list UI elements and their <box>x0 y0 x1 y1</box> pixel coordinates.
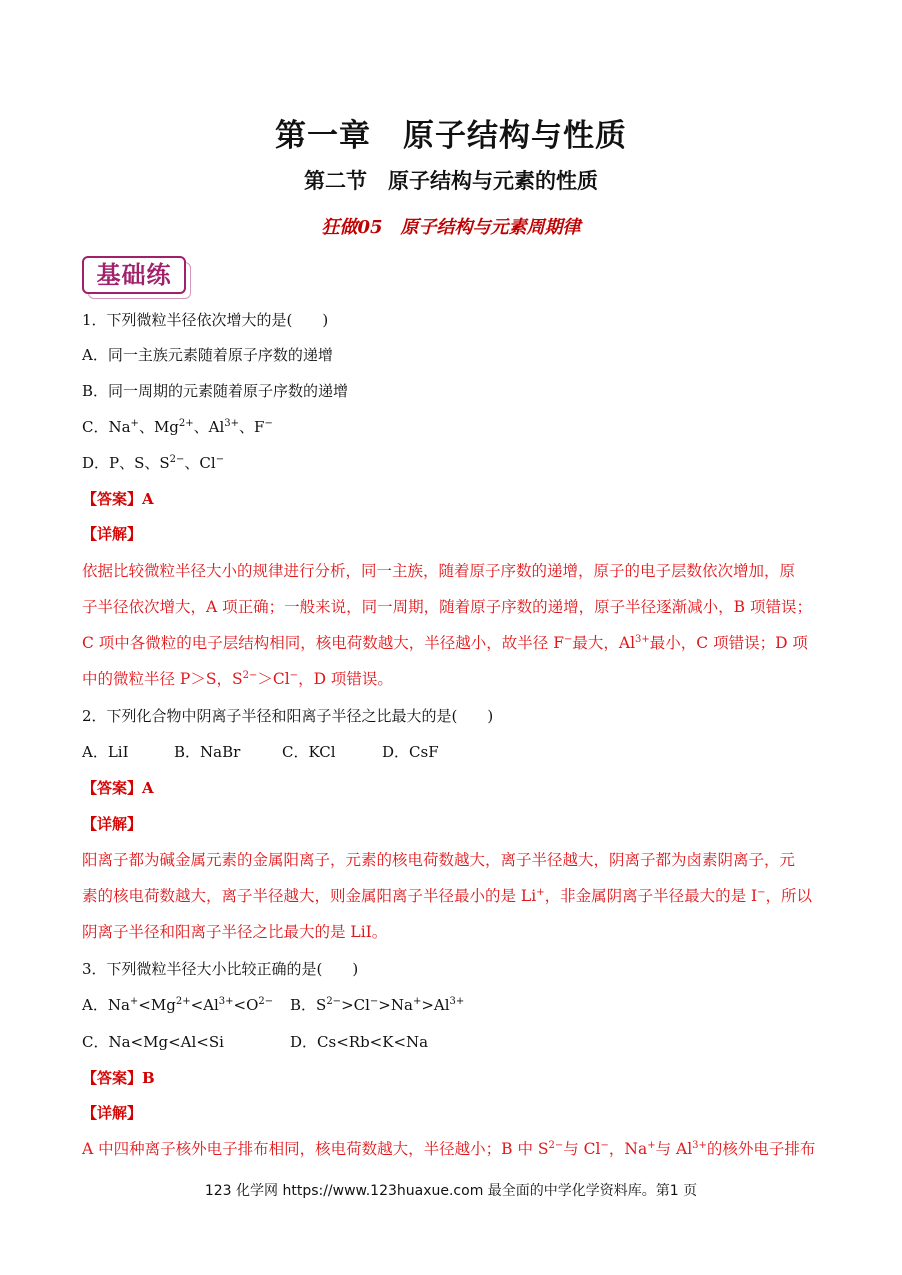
q2-option-c: C．KCl <box>282 743 336 761</box>
q2-answer: 【答案】A <box>82 779 154 797</box>
q1-explain-label: 【详解】 <box>82 525 143 543</box>
q3-options-cd <box>82 1032 428 1052</box>
q1-option-a: A．同一主族元素随着原子序数的递增 <box>82 346 333 364</box>
q3-option-d: D．Cs<Rb<K<Na <box>290 1033 429 1051</box>
q3-answer: 【答案】B <box>82 1069 155 1087</box>
q1-explanation <box>82 553 822 697</box>
q3-option-a: A．$Na^+<Mg^{2+}<Al^{3+}<O^{2-}$ <box>82 996 274 1014</box>
exercise-title: 狂做05 原子结构与元素周期律 <box>321 217 581 238</box>
q2-explain-label: 【详解】 <box>82 815 143 833</box>
q2-option-a: A．LiI <box>82 743 129 761</box>
basic-practice-badge: 基础练 <box>82 256 186 294</box>
q2-stem: 2．下列化合物中阴离子半径和阳离子半径之比最大的是( ) <box>82 707 494 725</box>
q2-option-b: B．NaBr <box>174 743 241 761</box>
q2-explain-line-1: 阳离子都为碱金属元素的金属阳离子，元素的核电荷数越大，离子半径越大，阴离子都为卤素阴离子，元 <box>82 851 796 869</box>
chapter-title: 第一章 原子结构与性质 <box>275 118 627 154</box>
q2-option-d: D．CsF <box>382 743 439 761</box>
q2-explanation <box>82 842 822 950</box>
q1-answer: 【答案】A <box>82 490 154 508</box>
q1-option-b: B．同一周期的元素随着原子序数的递增 <box>82 382 349 400</box>
q1-explain-line-3: C 项中各微粒的电子层结构相同，核电荷数越大，半径越小，故半径 F−最大，$Al^{3+}$最小，C 项错误；D 项 <box>82 634 808 652</box>
q1-stem: 1．下列微粒半径依次增大的是( ) <box>82 311 329 329</box>
q1-explain-line-4: 中的微粒半径 P＞S，$S^{2-}>Cl^-$，D 项错误。 <box>82 670 393 688</box>
q3-explanation <box>82 1131 822 1167</box>
q3-option-c: C．Na<Mg<Al<Si <box>82 1033 224 1051</box>
q3-explain-label: 【详解】 <box>82 1104 143 1122</box>
q3-options-ab <box>82 995 464 1015</box>
q1-explain-line-2: 子半径依次增大，A 项正确；一般来说，同一周期，随着原子序数的递增，原子半径逐渐减小，B 项错误； <box>82 598 812 616</box>
q1-explain-line-1: 依据比较微粒半径大小的规律进行分析，同一主族，随着原子序数的递增，原子的电子层数依次增加，原 <box>82 562 796 580</box>
section-title: 第二节 原子结构与元素的性质 <box>304 168 598 193</box>
q2-explain-line-2: 素的核电荷数越大，离子半径越大，则金属阳离子半径最小的是 Li+，非金属阴离子半径最大的是 I−，所以 <box>82 887 813 905</box>
q3-stem: 3．下列微粒半径大小比较正确的是( ) <box>82 960 359 978</box>
q2-options <box>82 742 439 762</box>
page-footer: 123 化学网 https://www.123huaxue.com 最全面的中学化学资料库。第1 页 <box>204 1183 698 1199</box>
q3-explain-line-1: A 中四种离子核外电子排布相同，核电荷数越大，半径越小；B 中 $S^{2-}$与 Cl−，Na+与 $Al^{3+}$的核外电子排布 <box>82 1140 816 1158</box>
q1-option-d: D．P、S、$S^{2-}$、Cl− <box>82 454 225 472</box>
q1-option-c: C．Na+、$Mg^{2+}$、$Al^{3+}$、F− <box>82 418 273 436</box>
q3-option-b: B．$S^{2-}>Cl^->Na^+>Al^{3+}$ <box>290 996 465 1014</box>
q2-explain-line-3: 阴离子半径和阳离子半径之比最大的是 LiI。 <box>82 923 388 941</box>
